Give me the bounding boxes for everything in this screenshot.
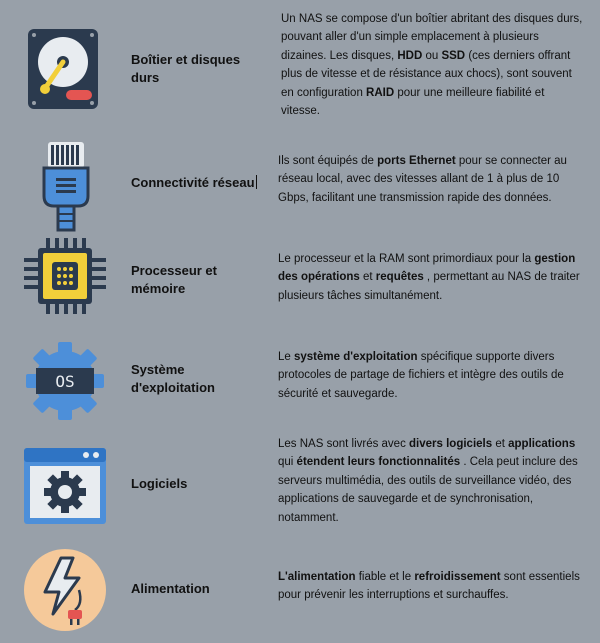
- emphasis-text: L'alimentation: [278, 571, 356, 583]
- emphasis-text: divers logiciels: [409, 438, 493, 450]
- description-text: Les NAS sont livrés avec: [278, 438, 410, 450]
- emphasis-text: ports Ethernet: [377, 155, 456, 167]
- description-text: Ils sont équipés de: [278, 155, 378, 167]
- section-description: [278, 250, 590, 305]
- section-description: [278, 348, 590, 403]
- description-text: , permettant au NAS de traiter plusieurs tâches simultanément.: [278, 271, 580, 302]
- description-text: spécifique supporte divers protocoles de partage de fichiers et intègre des outils de sécurité et sauvegarde.: [278, 351, 564, 400]
- description-text: (ces derniers offrant plus de vitesse et de résistance aux chocs), sont souvent en configuration: [281, 49, 572, 99]
- description-text: fiable et le: [355, 571, 415, 583]
- section-description: [278, 152, 590, 207]
- hard-drive-icon: [26, 27, 100, 111]
- section-description: [278, 435, 590, 527]
- os-gear-icon: [24, 340, 106, 422]
- emphasis-text: étendent leurs fonctionnalités: [296, 456, 461, 469]
- section-description: [281, 10, 586, 120]
- emphasis-text: HDD: [397, 49, 423, 62]
- description-text: Le processeur et la RAM sont primordiaux pour la: [278, 253, 535, 265]
- description-text: Le: [278, 351, 294, 363]
- description-text: ou: [422, 49, 442, 62]
- description-text: sont essentiels pour prévenir les interruptions et surchauffes.: [278, 571, 580, 602]
- description-text: et: [492, 438, 509, 450]
- ethernet-plug-icon: [40, 140, 92, 232]
- software-window-gear-icon: [22, 446, 108, 526]
- section-title: Boîtier et disques durs: [131, 52, 241, 85]
- description-text: et: [359, 271, 376, 284]
- section-title: Alimentation: [131, 581, 210, 596]
- power-lightning-plug-icon: [23, 548, 107, 632]
- section-title: Connectivité réseau: [131, 175, 255, 190]
- section-title: Logiciels: [131, 476, 188, 491]
- text-cursor: [256, 175, 257, 189]
- description-text: . Cela peut inclure des serveurs multimédia, des outils de surveillance vidéo, des applications de sauvegarde et de synchronisation, notamment.: [278, 456, 578, 524]
- description-text: pour se connecter au réseau local, avec des vitesses allant de 1 à plus de 10 Gbps, facilitant une transmission rapide des données.: [278, 155, 567, 204]
- section-title: Processeur et mémoire: [131, 263, 217, 296]
- cpu-chip-icon: [22, 236, 108, 316]
- emphasis-text: SSD: [441, 49, 466, 62]
- description-text: qui: [278, 456, 297, 469]
- emphasis-text: système d'exploitation: [294, 351, 418, 363]
- emphasis-text: requêtes: [375, 271, 424, 284]
- emphasis-text: refroidissement: [414, 571, 501, 583]
- section-title: Système d'exploitation: [131, 362, 215, 395]
- emphasis-text: applications: [508, 438, 576, 450]
- description-text: pour une meilleure fiabilité et vitesse.: [281, 86, 545, 118]
- emphasis-text: gestion des opérations: [278, 253, 576, 284]
- emphasis-text: RAID: [366, 86, 395, 99]
- description-text: Un NAS se compose d'un boîtier abritant des disques durs, pouvant aller d'un simple emplacement à plusieurs dizaines. Les disques,: [281, 13, 583, 62]
- section-description: [278, 568, 590, 605]
- os-label: OS: [55, 372, 75, 391]
